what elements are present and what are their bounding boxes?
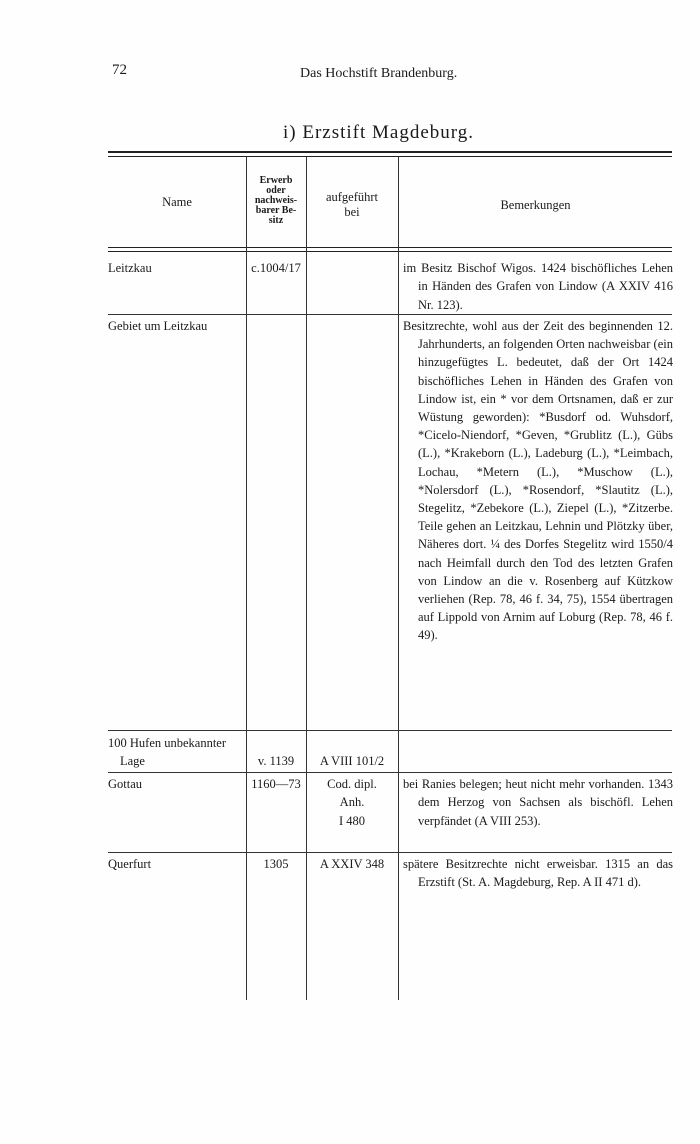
col-divider-1 <box>246 157 247 1000</box>
row-name: Leitzkau <box>108 261 152 275</box>
top-double-rule <box>108 151 672 153</box>
row-rule-4 <box>108 852 672 853</box>
row-bemerkungen: im Besitz Bischof Wigos. 1424 bischöfliches Lehen in Händen des Grafen von Lindow (A XXIV 416 Nr. 123). <box>403 261 673 312</box>
header-bottom-rule-2 <box>108 251 672 252</box>
section-title: i) Erzstift Magdeburg. <box>283 122 475 143</box>
row-bemerkungen: spätere Besitzrechte nicht erweisbar. 1315 an das Erzstift (St. A. Magdeburg, Rep. A II 471 d). <box>403 857 673 890</box>
row-name: Gebiet um Leitzkau <box>108 319 208 333</box>
header-bottom-rule <box>108 247 672 248</box>
top-rule-thin <box>108 156 672 157</box>
row-aufgefuehrt: A XXIV 348 <box>319 857 385 871</box>
row-aufgefuehrt: A VIII 101/2 <box>319 754 385 768</box>
row-name: Gottau <box>108 777 143 791</box>
row-bemerkungen: Besitzrechte, wohl aus der Zeit des beginnenden 12. Jahrhunderts, an folgenden Orten nachweisbar (ein hinzugefügtes L. bedeutet, daß der Ort 1424 bischöfliches Lehen in Händen des Grafen von Lindow ist, ein * vor dem Ortsnamen, daß er zur Wüstung geworden): *Busdorf od. Wuhsdorf, *Cicelo-Niendorf, *Geven, *Grublitz (L.), Gübs (L.), *Krakeborn (L.), Ladeburg (L.), *Leimbach, Lochau, *Metern (L.), *Muschow (L.), *Nolersdorf (L.), *Rosendorf, *Slautitz (L.), Stegelitz, *Zebekore (L.), Ziepel (L.), *Zitzerbe. Teile gehen an Leitzkau, Lehnin und Plötzky über, Näheres dort. ¼ des Dorfes Stegelitz wird 1550/4 nach Heimfall durch den Tod des letzten Grafen von Lindow an die v. Rosenberg auf Kützkow verliehen (Rep. 78, 46 f. 34, 75), 1554 übertragen auf Lippold von Arnim auf Loburg (Rep. 78, 46 f. 49). <box>403 319 673 643</box>
row-name: Querfurt <box>108 857 152 871</box>
header-erwerb: Erwerb oder nachweis- barer Be- sitz <box>254 175 298 226</box>
col-divider-2 <box>306 157 307 1000</box>
row-aufgefuehrt: Cod. dipl. Anh. I 480 <box>327 777 377 828</box>
header-name: Name <box>162 195 192 209</box>
row-rule-3 <box>108 772 672 773</box>
header-aufgefuehrt: aufgeführt bei <box>325 190 379 219</box>
row-name: 100 Hufen unbekannter Lage <box>108 736 227 769</box>
row-rule-1 <box>108 314 672 315</box>
row-erwerb: 1305 <box>263 857 289 871</box>
col-divider-3 <box>398 157 399 1000</box>
row-rule-2 <box>108 730 672 731</box>
row-erwerb: v. 1139 <box>257 754 295 768</box>
row-erwerb: 1160—73 <box>251 777 301 791</box>
header-bemerkungen: Bemerkungen <box>500 198 571 212</box>
row-bemerkungen: bei Ranies belegen; heut nicht mehr vorhanden. 1343 dem Herzog von Sachsen als bischöfl. Lehen verpfändet (A VIII 253). <box>403 777 673 828</box>
page-number: 72 <box>112 62 127 78</box>
row-erwerb: c.1004/17 <box>251 261 301 275</box>
running-title: Das Hochstift Brandenburg. <box>300 66 458 81</box>
